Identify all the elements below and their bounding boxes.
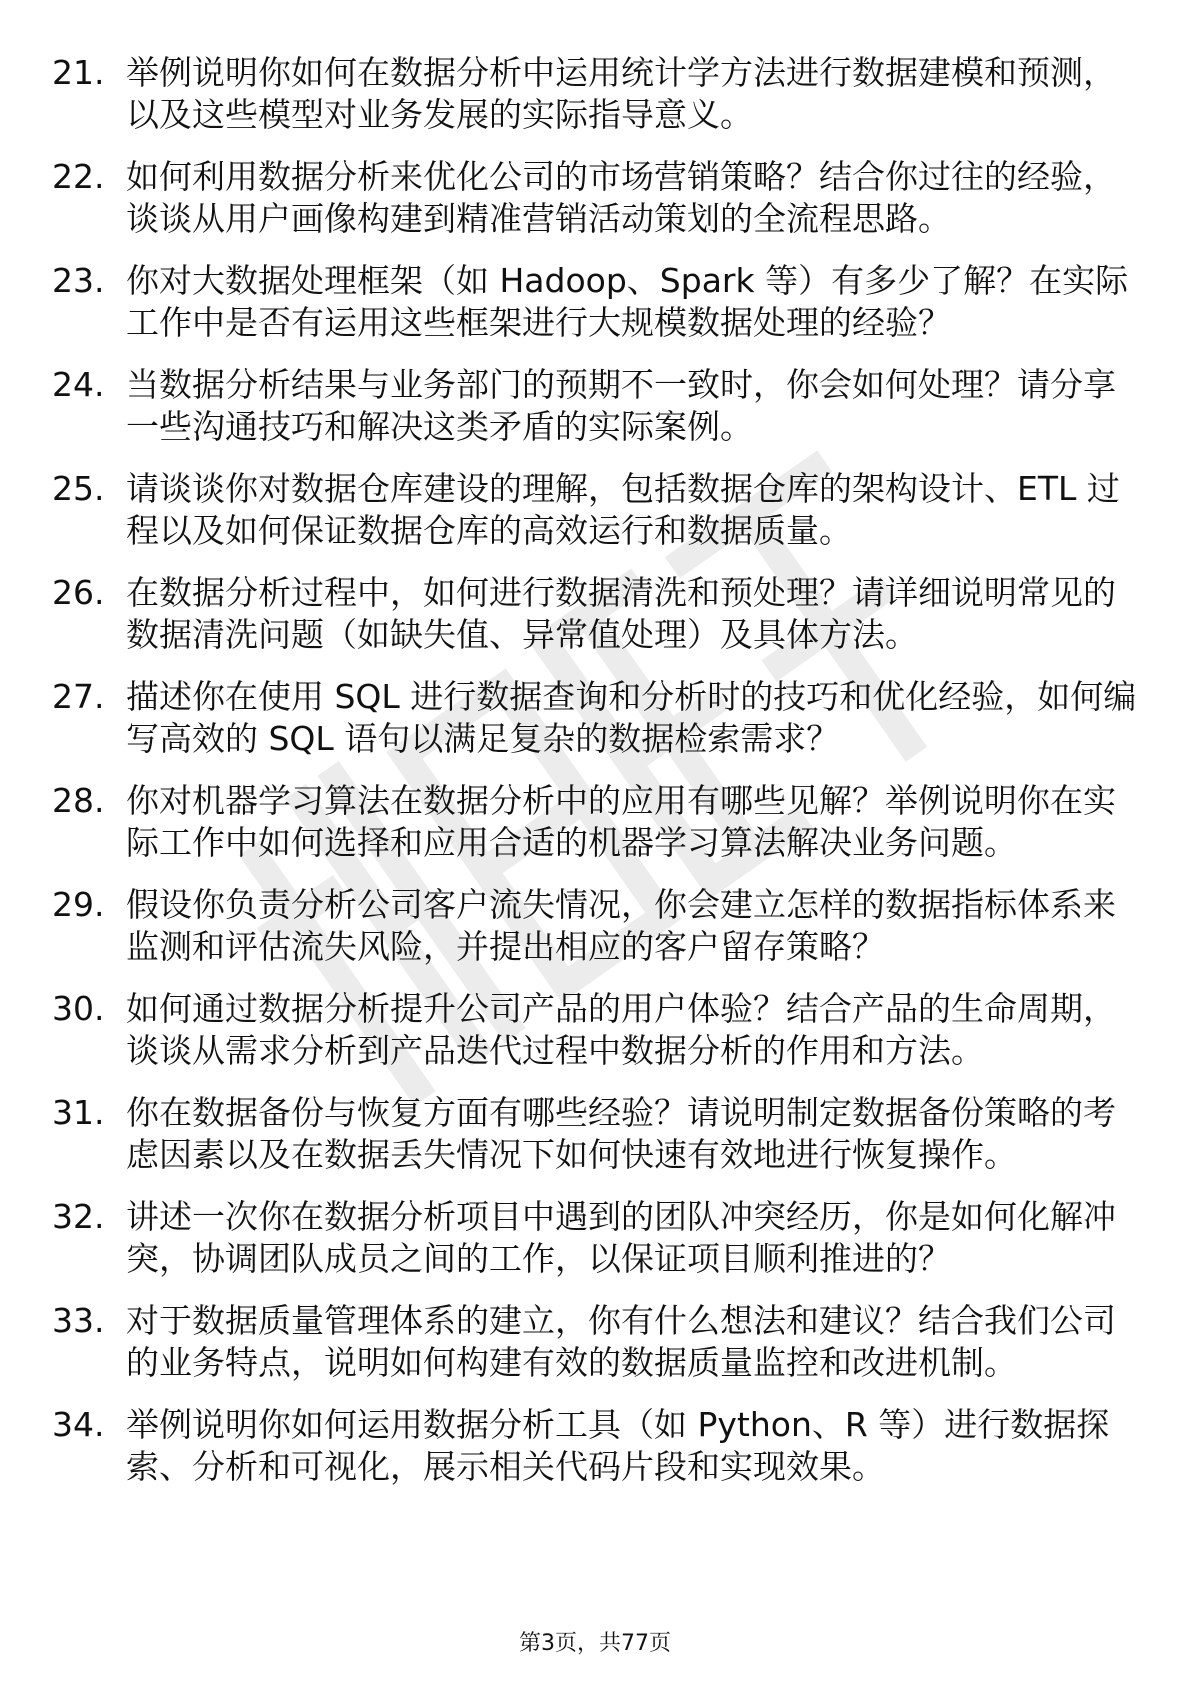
question-number: 29. xyxy=(52,885,105,924)
question-text: 假设你负责分析公司客户流失情况，你会建立怎样的数据指标体系来监测和评估流失风险，并提出相应的客户留存策略？ xyxy=(126,885,1116,966)
question-item xyxy=(52,468,1142,552)
question-number: 27. xyxy=(52,677,105,716)
question-number: 33. xyxy=(52,1301,105,1340)
question-number: 25. xyxy=(52,469,105,508)
question-number: 34. xyxy=(52,1405,105,1444)
question-number: 31. xyxy=(52,1093,105,1132)
question-number: 28. xyxy=(52,781,105,820)
question-number: 32. xyxy=(52,1197,105,1236)
question-text: 如何利用数据分析来优化公司的市场营销策略？结合你过往的经验，谈谈从用户画像构建到精准营销活动策划的全流程思路。 xyxy=(126,157,1116,238)
question-text: 对于数据质量管理体系的建立，你有什么想法和建议？结合我们公司的业务特点，说明如何构建有效的数据质量监控和改进机制。 xyxy=(126,1301,1116,1382)
question-list xyxy=(52,52,1142,1508)
question-item xyxy=(52,988,1142,1072)
question-item xyxy=(52,156,1142,240)
question-number: 30. xyxy=(52,989,105,1028)
question-item xyxy=(52,572,1142,656)
question-number: 24. xyxy=(52,365,105,404)
question-text: 在数据分析过程中，如何进行数据清洗和预处理？请详细说明常见的数据清洗问题（如缺失值、异常值处理）及具体方法。 xyxy=(126,573,1116,654)
question-text: 你对机器学习算法在数据分析中的应用有哪些见解？举例说明你在实际工作中如何选择和应用合适的机器学习算法解决业务问题。 xyxy=(126,781,1116,862)
question-text: 举例说明你如何运用数据分析工具（如 Python、R 等）进行数据探索、分析和可视化，展示相关代码片段和实现效果。 xyxy=(126,1405,1110,1486)
question-number: 26. xyxy=(52,573,105,612)
question-number: 23. xyxy=(52,261,105,300)
page-footer xyxy=(0,1630,1190,1658)
question-item xyxy=(52,1196,1142,1280)
question-item xyxy=(52,884,1142,968)
question-text: 讲述一次你在数据分析项目中遇到的团队冲突经历，你是如何化解冲突，协调团队成员之间的工作，以保证项目顺利推进的？ xyxy=(126,1197,1116,1278)
page-number-label: 第3页，共77页 xyxy=(519,1631,671,1656)
question-item xyxy=(52,52,1142,136)
question-text: 当数据分析结果与业务部门的预期不一致时，你会如何处理？请分享一些沟通技巧和解决这类矛盾的实际案例。 xyxy=(126,365,1116,446)
question-item xyxy=(52,676,1142,760)
question-item xyxy=(52,780,1142,864)
question-text: 如何通过数据分析提升公司产品的用户体验？结合产品的生命周期，谈谈从需求分析到产品迭代过程中数据分析的作用和方法。 xyxy=(126,989,1116,1070)
question-text: 你对大数据处理框架（如 Hadoop、Spark 等）有多少了解？在实际工作中是否有运用这些框架进行大规模数据处理的经验？ xyxy=(126,261,1129,342)
question-number: 22. xyxy=(52,157,105,196)
question-text: 你在数据备份与恢复方面有哪些经验？请说明制定数据备份策略的考虑因素以及在数据丢失情况下如何快速有效地进行恢复操作。 xyxy=(126,1093,1116,1174)
question-text: 描述你在使用 SQL 进行数据查询和分析时的技巧和优化经验，如何编写高效的 SQL 语句以满足复杂的数据检索需求？ xyxy=(126,677,1137,758)
question-item xyxy=(52,1092,1142,1176)
question-item xyxy=(52,260,1142,344)
question-text: 请谈谈你对数据仓库建设的理解，包括数据仓库的架构设计、ETL 过程以及如何保证数据仓库的高效运行和数据质量。 xyxy=(126,469,1120,550)
question-item xyxy=(52,364,1142,448)
question-item xyxy=(52,1404,1142,1488)
question-number: 21. xyxy=(52,53,105,92)
question-text: 举例说明你如何在数据分析中运用统计学方法进行数据建模和预测，以及这些模型对业务发展的实际指导意义。 xyxy=(126,53,1116,134)
question-item xyxy=(52,1300,1142,1384)
